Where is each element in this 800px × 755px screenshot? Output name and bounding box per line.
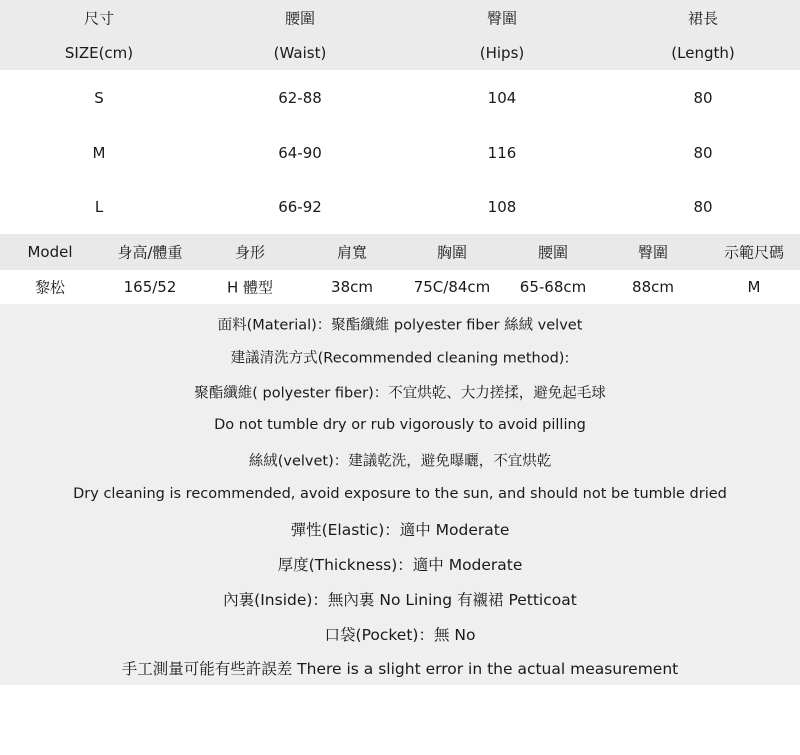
polyester-care-note-en: Do not tumble dry or rub vigorously to avoid pilling bbox=[214, 417, 586, 433]
header-waist-en: (Waist) bbox=[273, 44, 327, 62]
hips-cell: 104 bbox=[487, 89, 517, 107]
header-length-zh: 裙長 bbox=[687, 9, 719, 28]
model-bust: 75C/84cm bbox=[413, 278, 491, 296]
model-header-bust: 胸圍 bbox=[436, 243, 468, 262]
model-size: M bbox=[747, 278, 761, 296]
length-cell: 80 bbox=[693, 198, 713, 216]
size-cell: M bbox=[92, 144, 106, 162]
model-header-size: 示範尺碼 bbox=[723, 243, 785, 262]
header-hips-zh: 臀圍 bbox=[486, 9, 518, 28]
cleaning-method-title: 建議清洗方式(Recommended cleaning method): bbox=[230, 350, 570, 367]
length-cell: 80 bbox=[693, 89, 713, 107]
table-row bbox=[0, 180, 800, 234]
thickness-note: 厚度(Thickness)：適中 Moderate bbox=[277, 556, 523, 574]
size-cell: S bbox=[94, 89, 104, 107]
model-header-height-weight: 身高/體重 bbox=[117, 243, 183, 262]
model-height-weight: 165/52 bbox=[123, 278, 177, 296]
model-body-shape: H 體型 bbox=[226, 278, 274, 297]
product-notes bbox=[0, 304, 800, 685]
velvet-care-note-en: Dry cleaning is recommended, avoid exposure to the sun, and should not be tumble dried bbox=[73, 486, 727, 502]
model-shoulder: 38cm bbox=[331, 278, 373, 296]
size-table-header bbox=[0, 0, 800, 70]
table-row bbox=[0, 125, 800, 179]
waist-cell: 66-92 bbox=[278, 198, 322, 216]
waist-cell: 64-90 bbox=[278, 144, 322, 162]
waist-cell: 62-88 bbox=[278, 89, 322, 107]
model-header-body-shape: 身形 bbox=[234, 243, 266, 262]
model-table-row bbox=[0, 270, 800, 304]
size-cell: L bbox=[94, 198, 104, 216]
model-header-shoulder: 肩寬 bbox=[336, 243, 368, 262]
hips-cell: 116 bbox=[487, 144, 517, 162]
measurement-error-note: 手工測量可能有些許誤差 There is a slight error in the actual measurement bbox=[121, 660, 679, 678]
polyester-care-note: 聚酯纖維( polyester fiber)：不宜烘乾、大力搓揉，避免起毛球 bbox=[194, 385, 606, 402]
hips-cell: 108 bbox=[487, 198, 517, 216]
model-table-header bbox=[0, 234, 800, 270]
header-size-zh: 尺寸 bbox=[83, 9, 115, 28]
length-cell: 80 bbox=[693, 144, 713, 162]
model-name: 黎松 bbox=[34, 278, 66, 297]
pocket-note: 口袋(Pocket)：無 No bbox=[324, 626, 476, 644]
table-row bbox=[0, 70, 800, 124]
elastic-note: 彈性(Elastic)：適中 Moderate bbox=[290, 521, 510, 539]
model-header-waist: 腰圍 bbox=[537, 243, 569, 262]
material-note: 面料(Material)：聚酯纖維 polyester fiber 絲絨 velvet bbox=[217, 317, 583, 334]
lining-note: 內裏(Inside)：無內裏 No Lining 有襯裙 Petticoat bbox=[223, 591, 577, 609]
velvet-care-note: 絲絨(velvet)：建議乾洗，避免曝曬，不宜烘乾 bbox=[248, 453, 552, 470]
model-hips: 88cm bbox=[632, 278, 674, 296]
header-waist-zh: 腰圍 bbox=[284, 9, 316, 28]
header-size-en: SIZE(cm) bbox=[64, 44, 134, 62]
model-waist: 65-68cm bbox=[519, 278, 587, 296]
model-header-name: Model bbox=[27, 243, 73, 261]
header-length-en: (Length) bbox=[671, 44, 735, 62]
header-hips-en: (Hips) bbox=[479, 44, 525, 62]
model-header-hips: 臀圍 bbox=[637, 243, 669, 262]
